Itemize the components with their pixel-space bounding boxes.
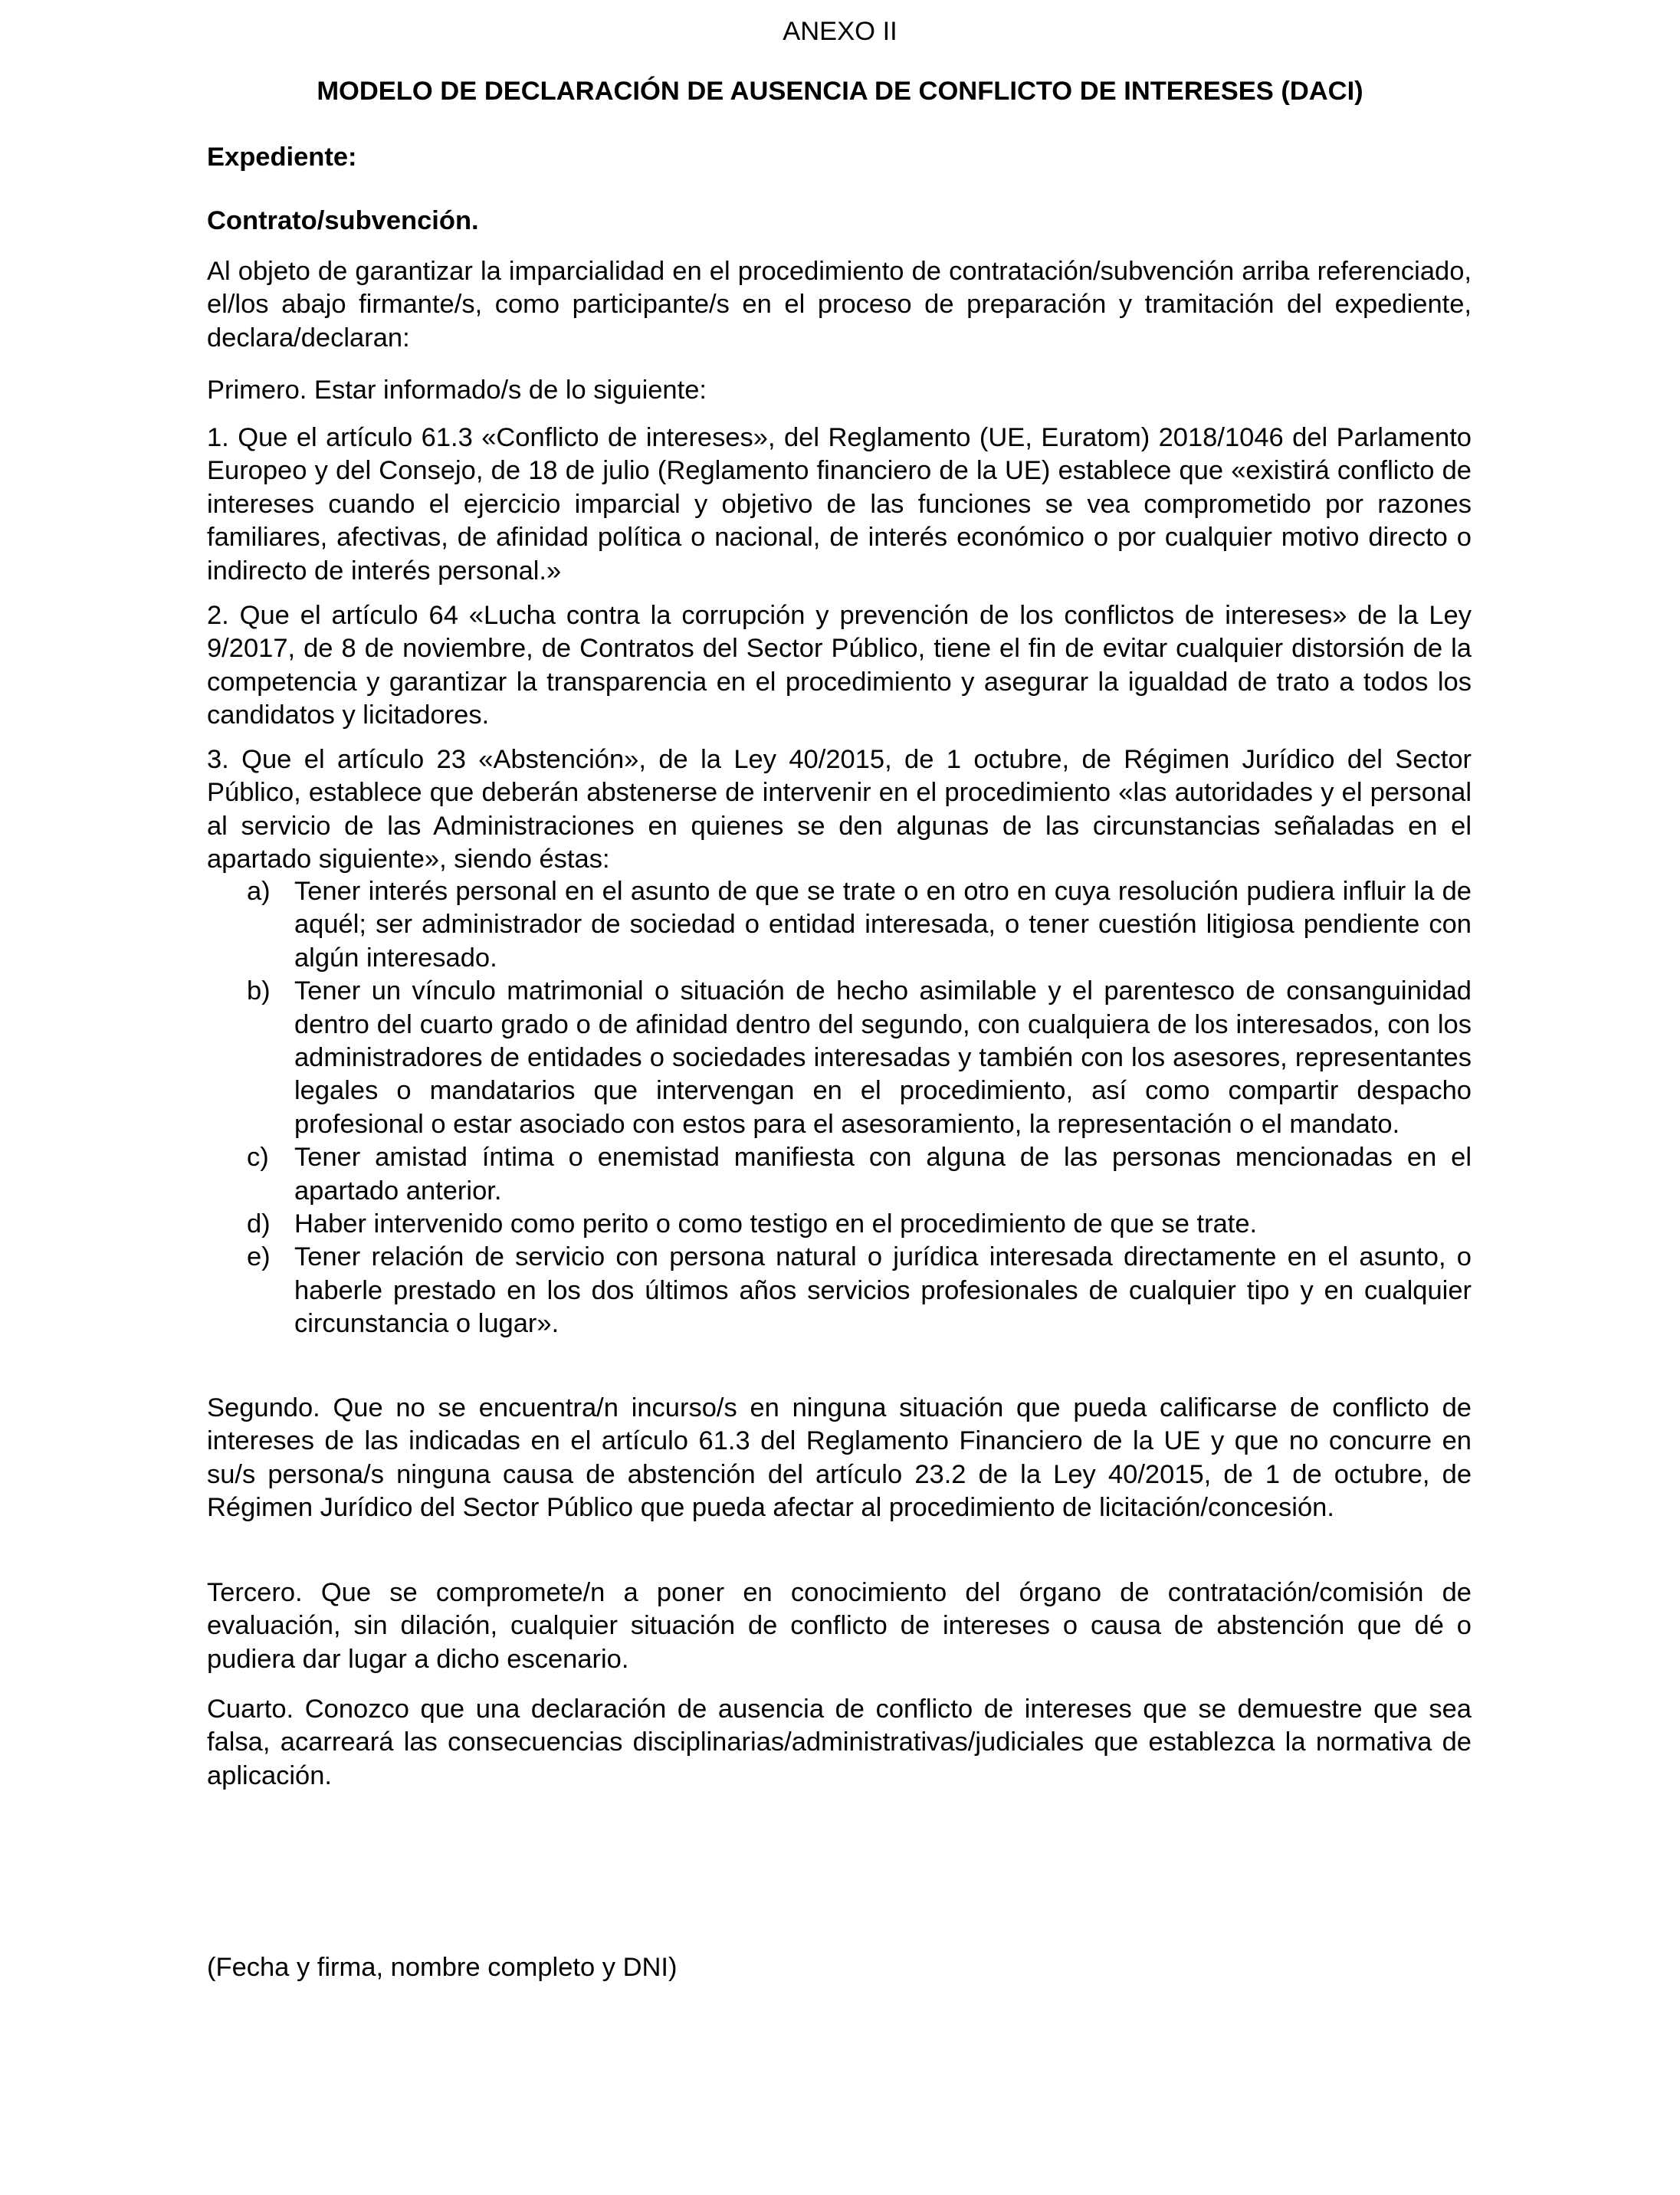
point-3 — [207, 743, 1472, 877]
point-1-text: 1. Que el artículo 61.3 «Conflicto de intereses», del Reglamento (UE, Euratom) 2018/1046 del Parlamento Europeo y del Consejo, de 18 de julio (Reglamento financiero de la UE) establece que «existirá conflicto de intereses cuando el ejercicio imparcial y objetivo de las funciones se vea comprometido por razones familiares, afectivas, de afinidad política o nacional, de interés económico o por cualquier motivo directo o indirecto de interés personal.» — [207, 423, 1472, 586]
segundo-text: Segundo. Que no se encuentra/n incurso/s en ninguna situación que pueda calificarse de conflicto de intereses de las indicadas en el artículo 61.3 del Reglamento Financiero de la UE y que no concurre en su/s persona/s ninguna causa de abstención del artículo 23.2 de la Ley 40/2015, de 1 de octubre, de Régimen Jurídico del Sector Público que pueda afectar al procedimiento de licitación/concesión. — [207, 1393, 1472, 1523]
point-3-text: 3. Que el artículo 23 «Abstención», de la Ley 40/2015, de 1 octubre, de Régimen Jurídico del Sector Público, establece que deberán abstenerse de intervenir en el procedimiento «las autoridades y el personal al servicio de las Administraciones en quienes se den algunas de las circunstancias señaladas en el apartado siguiente», siendo éstas: — [207, 745, 1472, 874]
primero-heading — [207, 374, 1472, 407]
list-marker: e) — [247, 1242, 271, 1272]
list-item — [247, 875, 1472, 975]
cuarto-paragraph — [207, 1693, 1472, 1793]
list-marker: d) — [247, 1209, 271, 1239]
list-item — [247, 1141, 1472, 1208]
tercero-text: Tercero. Que se compromete/n a poner en conocimiento del órgano de contratación/comisión de evaluación, sin dilación, cualquier situación de conflicto de intereses o causa de abstención que dé o pudiera dar lugar a dicho escenario. — [207, 1578, 1472, 1674]
list-item-text: Tener interés personal en el asunto de que se trate o en otro en cuya resolución pudiera influir la de aquél; ser administrador de sociedad o entidad interesada, o tener cuestión litigiosa pendiente con algún interesado. — [294, 877, 1472, 973]
primero-heading-text: Primero. Estar informado/s de lo siguiente: — [207, 376, 707, 405]
list-item-text: Tener amistad íntima o enemistad manifiesta con alguna de las personas mencionadas en el apartado anterior. — [294, 1143, 1472, 1206]
abstention-list — [247, 875, 1472, 1341]
cuarto-text: Cuarto. Conozco que una declaración de ausencia de conflicto de intereses que se demuestre que sea falsa, acarreará las consecuencias disciplinarias/administrativas/judiciales que establezca la normativa de aplicación. — [207, 1695, 1472, 1790]
point-2-text: 2. Que el artículo 64 «Lucha contra la corrupción y prevención de los conflictos de intereses» de la Ley 9/2017, de 8 de noviembre, de Contratos del Sector Público, tiene el fin de evitar cualquier distorsión de la competencia y garantizar la transparencia en el procedimiento y asegurar la igualdad de trato a todos los candidatos y licitadores. — [207, 601, 1472, 730]
segundo-paragraph — [207, 1392, 1472, 1525]
list-marker: c) — [247, 1143, 269, 1173]
list-marker: b) — [247, 976, 271, 1006]
expediente-label: Expediente: — [207, 143, 357, 172]
point-1 — [207, 422, 1472, 588]
list-item — [247, 975, 1472, 1141]
contrato-label: Contrato/subvención. — [207, 206, 479, 235]
intro-text: Al objeto de garantizar la imparcialidad en el procedimiento de contratación/subvención arriba referenciado, el/los abajo firmante/s, como participante/s en el proceso de preparación y tramitación del expediente, declara/declaran: — [207, 257, 1472, 353]
list-marker: a) — [247, 877, 271, 906]
list-item — [247, 1208, 1472, 1241]
annex-title: ANEXO II — [783, 17, 897, 46]
signature-note-text: (Fecha y firma, nombre completo y DNI) — [207, 1953, 678, 1982]
intro-paragraph — [207, 255, 1472, 355]
list-item-text: Haber intervenido como perito o como testigo en el procedimiento de que se trate. — [294, 1209, 1258, 1239]
tercero-paragraph — [207, 1577, 1472, 1676]
document-title: MODELO DE DECLARACIÓN DE AUSENCIA DE CONFLICTO DE INTERESES (DACI) — [317, 77, 1363, 106]
list-item-text: Tener un vínculo matrimonial o situación de hecho asimilable y el parentesco de consanguinidad dentro del cuarto grado o de afinidad dentro del segundo, con cualquiera de los interesados, con los administradores de entidades o sociedades interesadas y también con los asesores, representantes legales o mandatarios que intervengan en el procedimiento, así como compartir despacho profesional o estar asociado con estos para el asesoramiento, la representación o el mandato. — [294, 976, 1472, 1139]
point-2 — [207, 599, 1472, 733]
list-item — [247, 1241, 1472, 1340]
signature-note — [207, 1951, 1472, 1984]
list-item-text: Tener relación de servicio con persona natural o jurídica interesada directamente en el asunto, o haberle prestado en los dos últimos años servicios profesionales de cualquier tipo y en cualquier circunstancia o lugar». — [294, 1242, 1472, 1339]
